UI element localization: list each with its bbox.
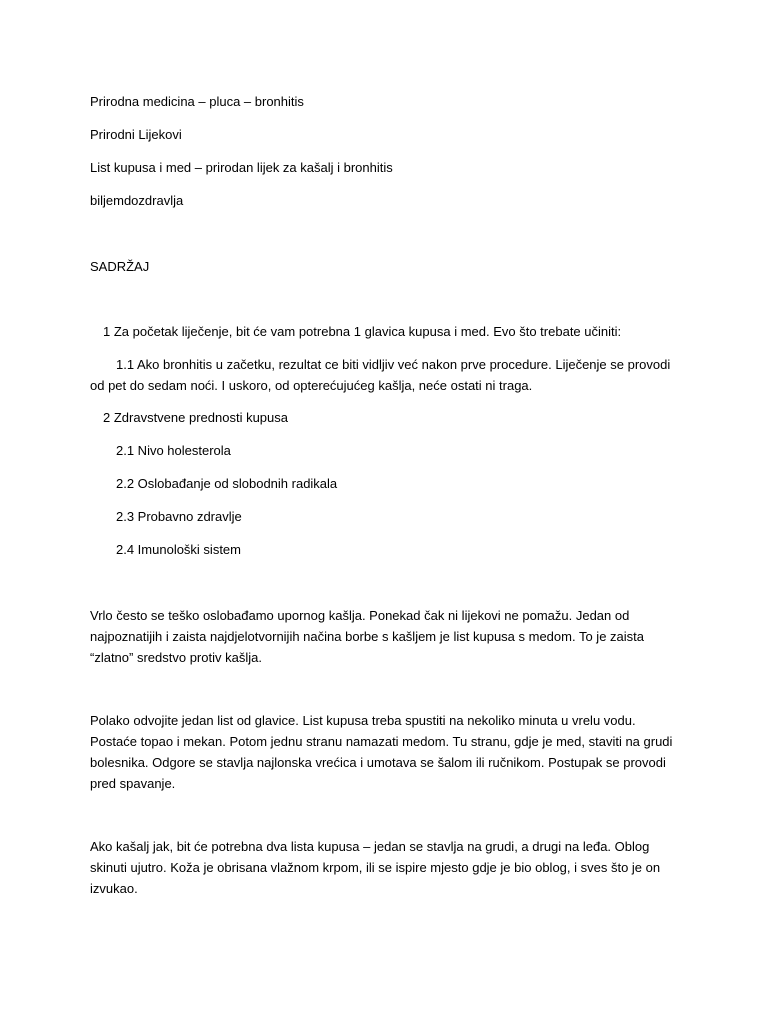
toc-item-1: 1 Za početak liječenje, bit će vam potrebna 1 glavica kupusa i med. Evo što trebate učiniti: <box>103 324 622 339</box>
body-paragraph-3: Ako kašalj jak, bit će potrebna dva lista kupusa – jedan se stavlja na grudi, a drugi na leđa. Oblog skinuti ujutro. Koža je obrisana vlažnom krpom, ili se ispire mjesto gdje je bio oblog, i sves što je on izvukao. <box>90 839 661 896</box>
toc-item-2-2: 2.2 Oslobađanje od slobodnih radikala <box>116 476 338 491</box>
toc-item-2-4: 2.4 Imunološki sistem <box>116 542 241 557</box>
toc-heading: SADRŽAJ <box>90 259 150 274</box>
toc-item-2-1: 2.1 Nivo holesterola <box>116 443 231 458</box>
toc-item-2: 2 Zdravstvene prednosti kupusa <box>103 410 288 425</box>
toc-item-1-1: 1.1 Ako bronhitis u začetku, rezultat ce biti vidljiv već nakon prve procedure. Liječenje se provodi od pet do sedam noći. I uskoro, od opterećujućeg kašlja, neće ostati ni traga. <box>90 357 671 393</box>
header-line-2: Prirodni Lijekovi <box>90 127 182 142</box>
header-line-1: Prirodna medicina – pluca – bronhitis <box>90 94 304 109</box>
header-line-4: biljemdozdravlja <box>90 193 184 208</box>
header-line-3: List kupusa i med – prirodan lijek za kašalj i bronhitis <box>90 160 393 175</box>
body-paragraph-1: Vrlo često se teško oslobađamo upornog kašlja. Ponekad čak ni lijekovi ne pomažu. Jedan od najpoznatijih i zaista najdjelotvornijih načina borbe s kašljem je list kupusa s medom. To je zaista “zlatno” sredstvo protiv kašlja. <box>90 608 644 665</box>
toc-item-2-3: 2.3 Probavno zdravlje <box>116 509 242 524</box>
body-paragraph-2: Polako odvojite jedan list od glavice. List kupusa treba spustiti na nekoliko minuta u vrelu vodu. Postaće topao i mekan. Potom jednu stranu namazati medom. Tu stranu, gdje je med, staviti na grudi bolesnika. Odgore se stavlja najlonska vrećica i umotava se šalom ili ručnikom. Postupak se provodi pred spavanje. <box>90 713 673 791</box>
